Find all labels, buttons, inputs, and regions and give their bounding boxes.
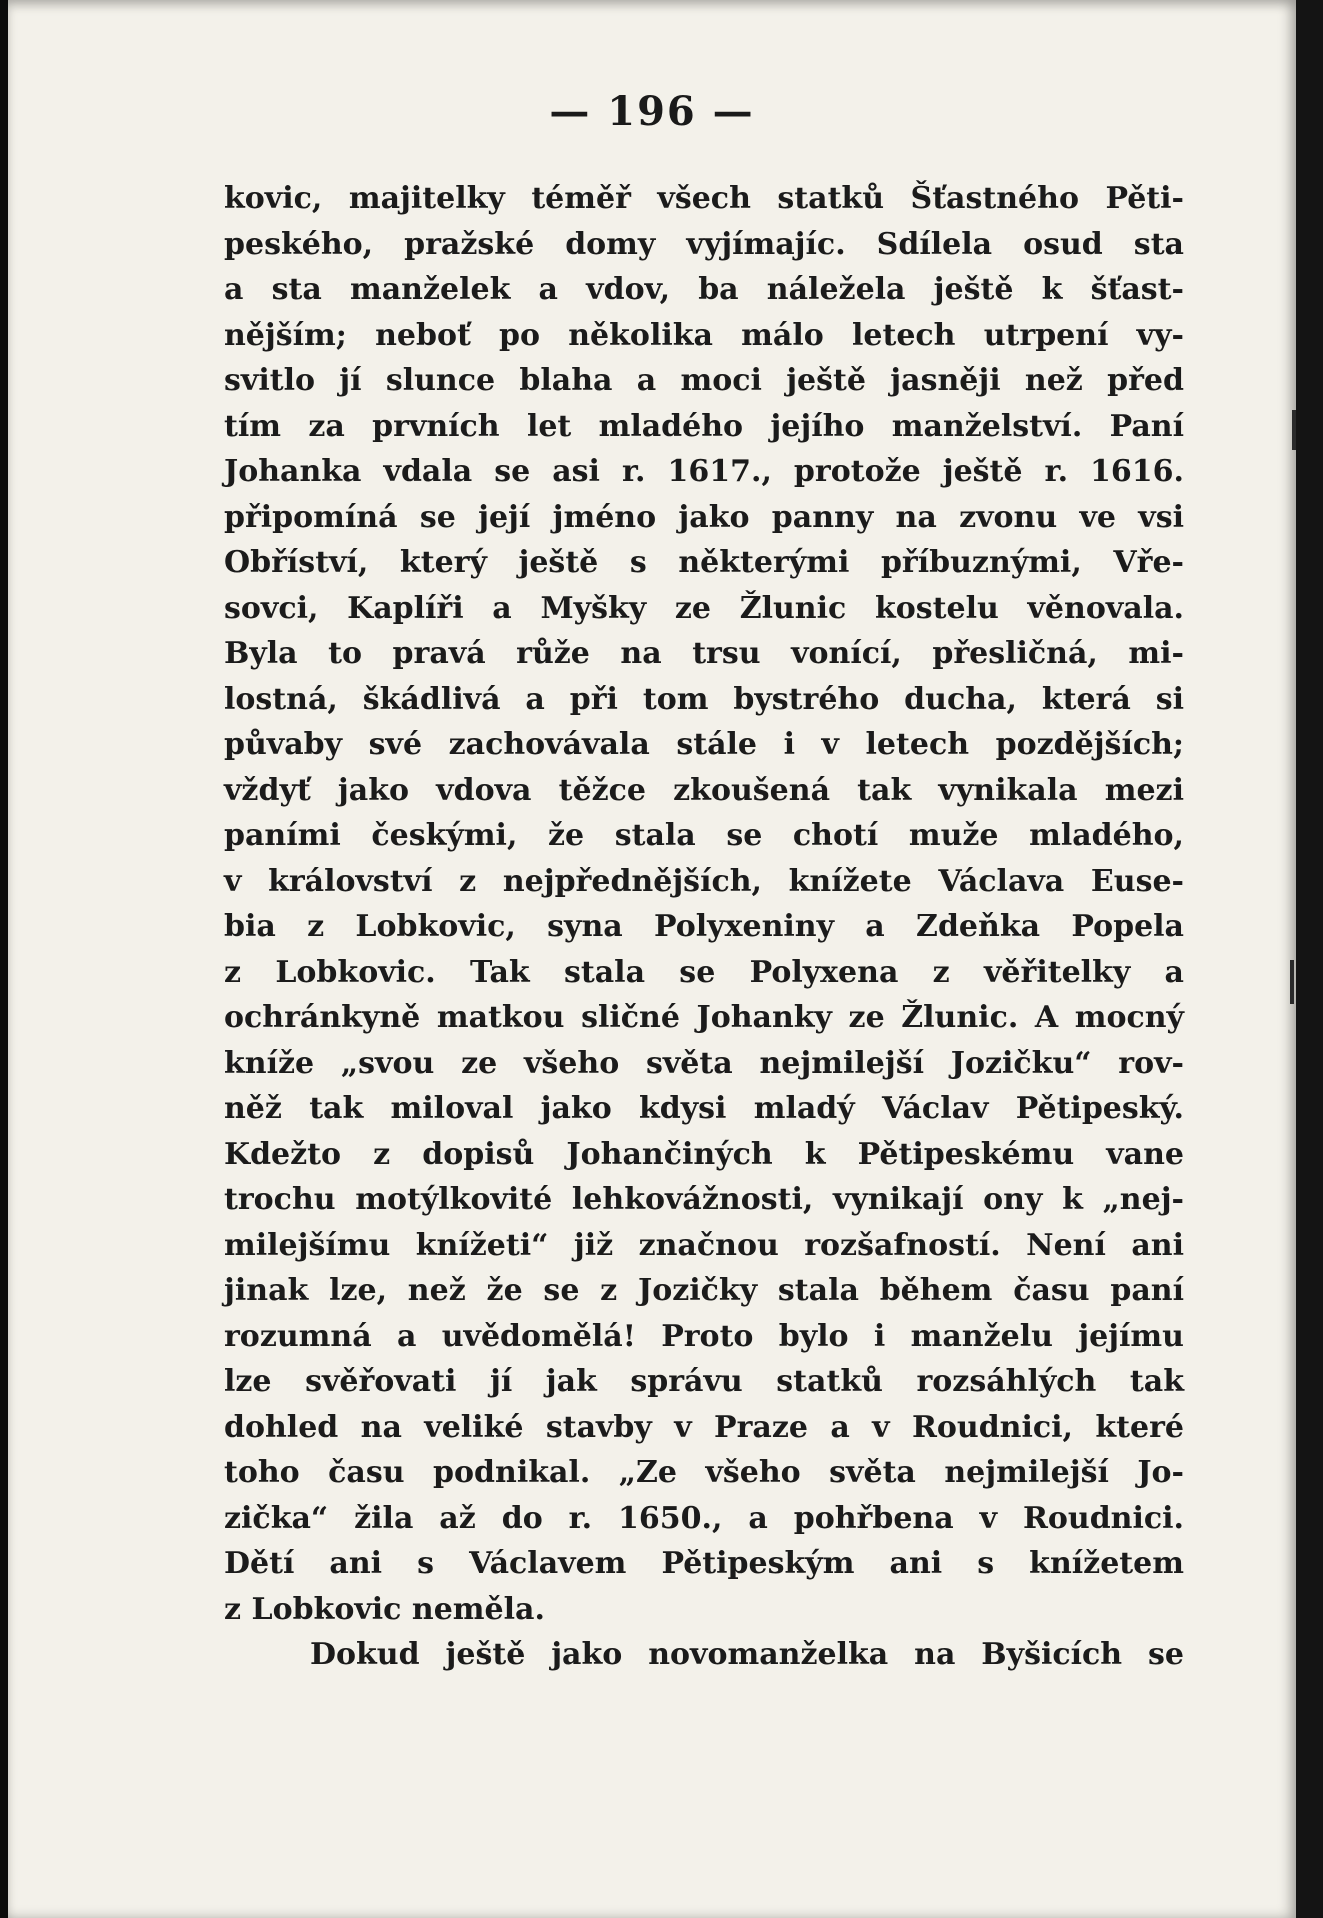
- text-line: milejšímu knížeti“ již značnou rozšafností. Není ani: [224, 1227, 1184, 1263]
- scan-edge: [1296, 0, 1323, 1918]
- text-line: trochu motýlkovité lehkovážnosti, vynikají ony k „nej-: [224, 1182, 1184, 1217]
- text-line: Johanka vdala se asi r. 1617., protože ještě r. 1616.: [224, 454, 1184, 489]
- text-line: dohled na veliké stavby v Praze a v Roudnici, které: [224, 1409, 1184, 1445]
- text-line: paními českými, že stala se chotí muže mladého,: [224, 818, 1184, 853]
- text-line: připomíná se její jméno jako panny na zvonu ve vsi: [224, 499, 1184, 535]
- text-line: nějším; neboť po několika málo letech utrpení vy-: [224, 317, 1184, 353]
- text-line: lostná, škádlivá a při tom bystrého ducha, která si: [224, 681, 1184, 717]
- text-line: něž tak miloval jako kdysi mladý Václav Pětipeský.: [224, 1091, 1184, 1126]
- paragraph-end-line: z Lobkovic neměla.: [224, 1591, 545, 1627]
- text-line: v království z nejpřednějších, knížete Václava Euse-: [224, 863, 1184, 899]
- text-line: Obříství, který ještě s některými příbuznými, Vře-: [224, 545, 1184, 580]
- margin-mark: [1292, 410, 1296, 450]
- text-line: toho času podnikal. „Ze všeho světa nejmilejší Jo-: [224, 1455, 1184, 1490]
- text-line: kovic, majitelky téměř všech statků Šťastného Pěti-: [224, 181, 1184, 216]
- text-line: lze svěřovati jí jak správu statků rozsáhlých tak: [224, 1364, 1184, 1399]
- text-line: Byla to pravá růže na trsu vonící, přesličná, mi-: [224, 636, 1184, 671]
- body-text: [224, 176, 1184, 1678]
- text-line: rozumná a uvědomělá! Proto bylo i manželu jejímu: [224, 1318, 1184, 1354]
- text-line: kníže „svou ze všeho světa nejmilejší Jozičku“ rov-: [224, 1045, 1184, 1081]
- text-line: jinak lze, než že se z Jozičky stala během času paní: [224, 1273, 1184, 1308]
- text-line: Dětí ani s Václavem Pětipeským ani s knížetem: [224, 1546, 1184, 1581]
- text-line: Kdežto z dopisů Johančiných k Pětipeskému vane: [224, 1136, 1184, 1172]
- text-line: bia z Lobkovic, syna Polyxeniny a Zdeňka Popela: [224, 909, 1184, 944]
- text-line: půvaby své zachovávala stále i v letech pozdějších;: [224, 727, 1184, 762]
- text-line: ochránkyně matkou sličné Johanky ze Žlunic. A mocný: [224, 1000, 1184, 1035]
- page-number: — 196 —: [549, 88, 755, 135]
- text-line: tím za prvních let mladého jejího manželství. Paní: [224, 408, 1184, 444]
- text-line: a sta manželek a vdov, ba náležela ještě k šťast-: [224, 272, 1184, 307]
- margin-mark: [1290, 960, 1294, 1004]
- text-line: svitlo jí slunce blaha a moci ještě jasněji než před: [224, 363, 1184, 398]
- text-line: z Lobkovic. Tak stala se Polyxena z věřitelky a: [224, 954, 1184, 990]
- text-line: zička“ žila až do r. 1650., a pohřbena v Roudnici.: [224, 1500, 1184, 1536]
- book-page: [8, 0, 1296, 1918]
- text-line: vždyť jako vdova těžce zkoušená tak vynikala mezi: [224, 772, 1184, 808]
- text-line: peského, pražské domy vyjímajíc. Sdílela osud sta: [224, 226, 1184, 262]
- paragraph-start-line: Dokud ještě jako novomanželka na Byšicích se: [310, 1637, 1184, 1672]
- text-line: sovci, Kaplíři a Myšky ze Žlunic kostelu věnovala.: [224, 590, 1184, 626]
